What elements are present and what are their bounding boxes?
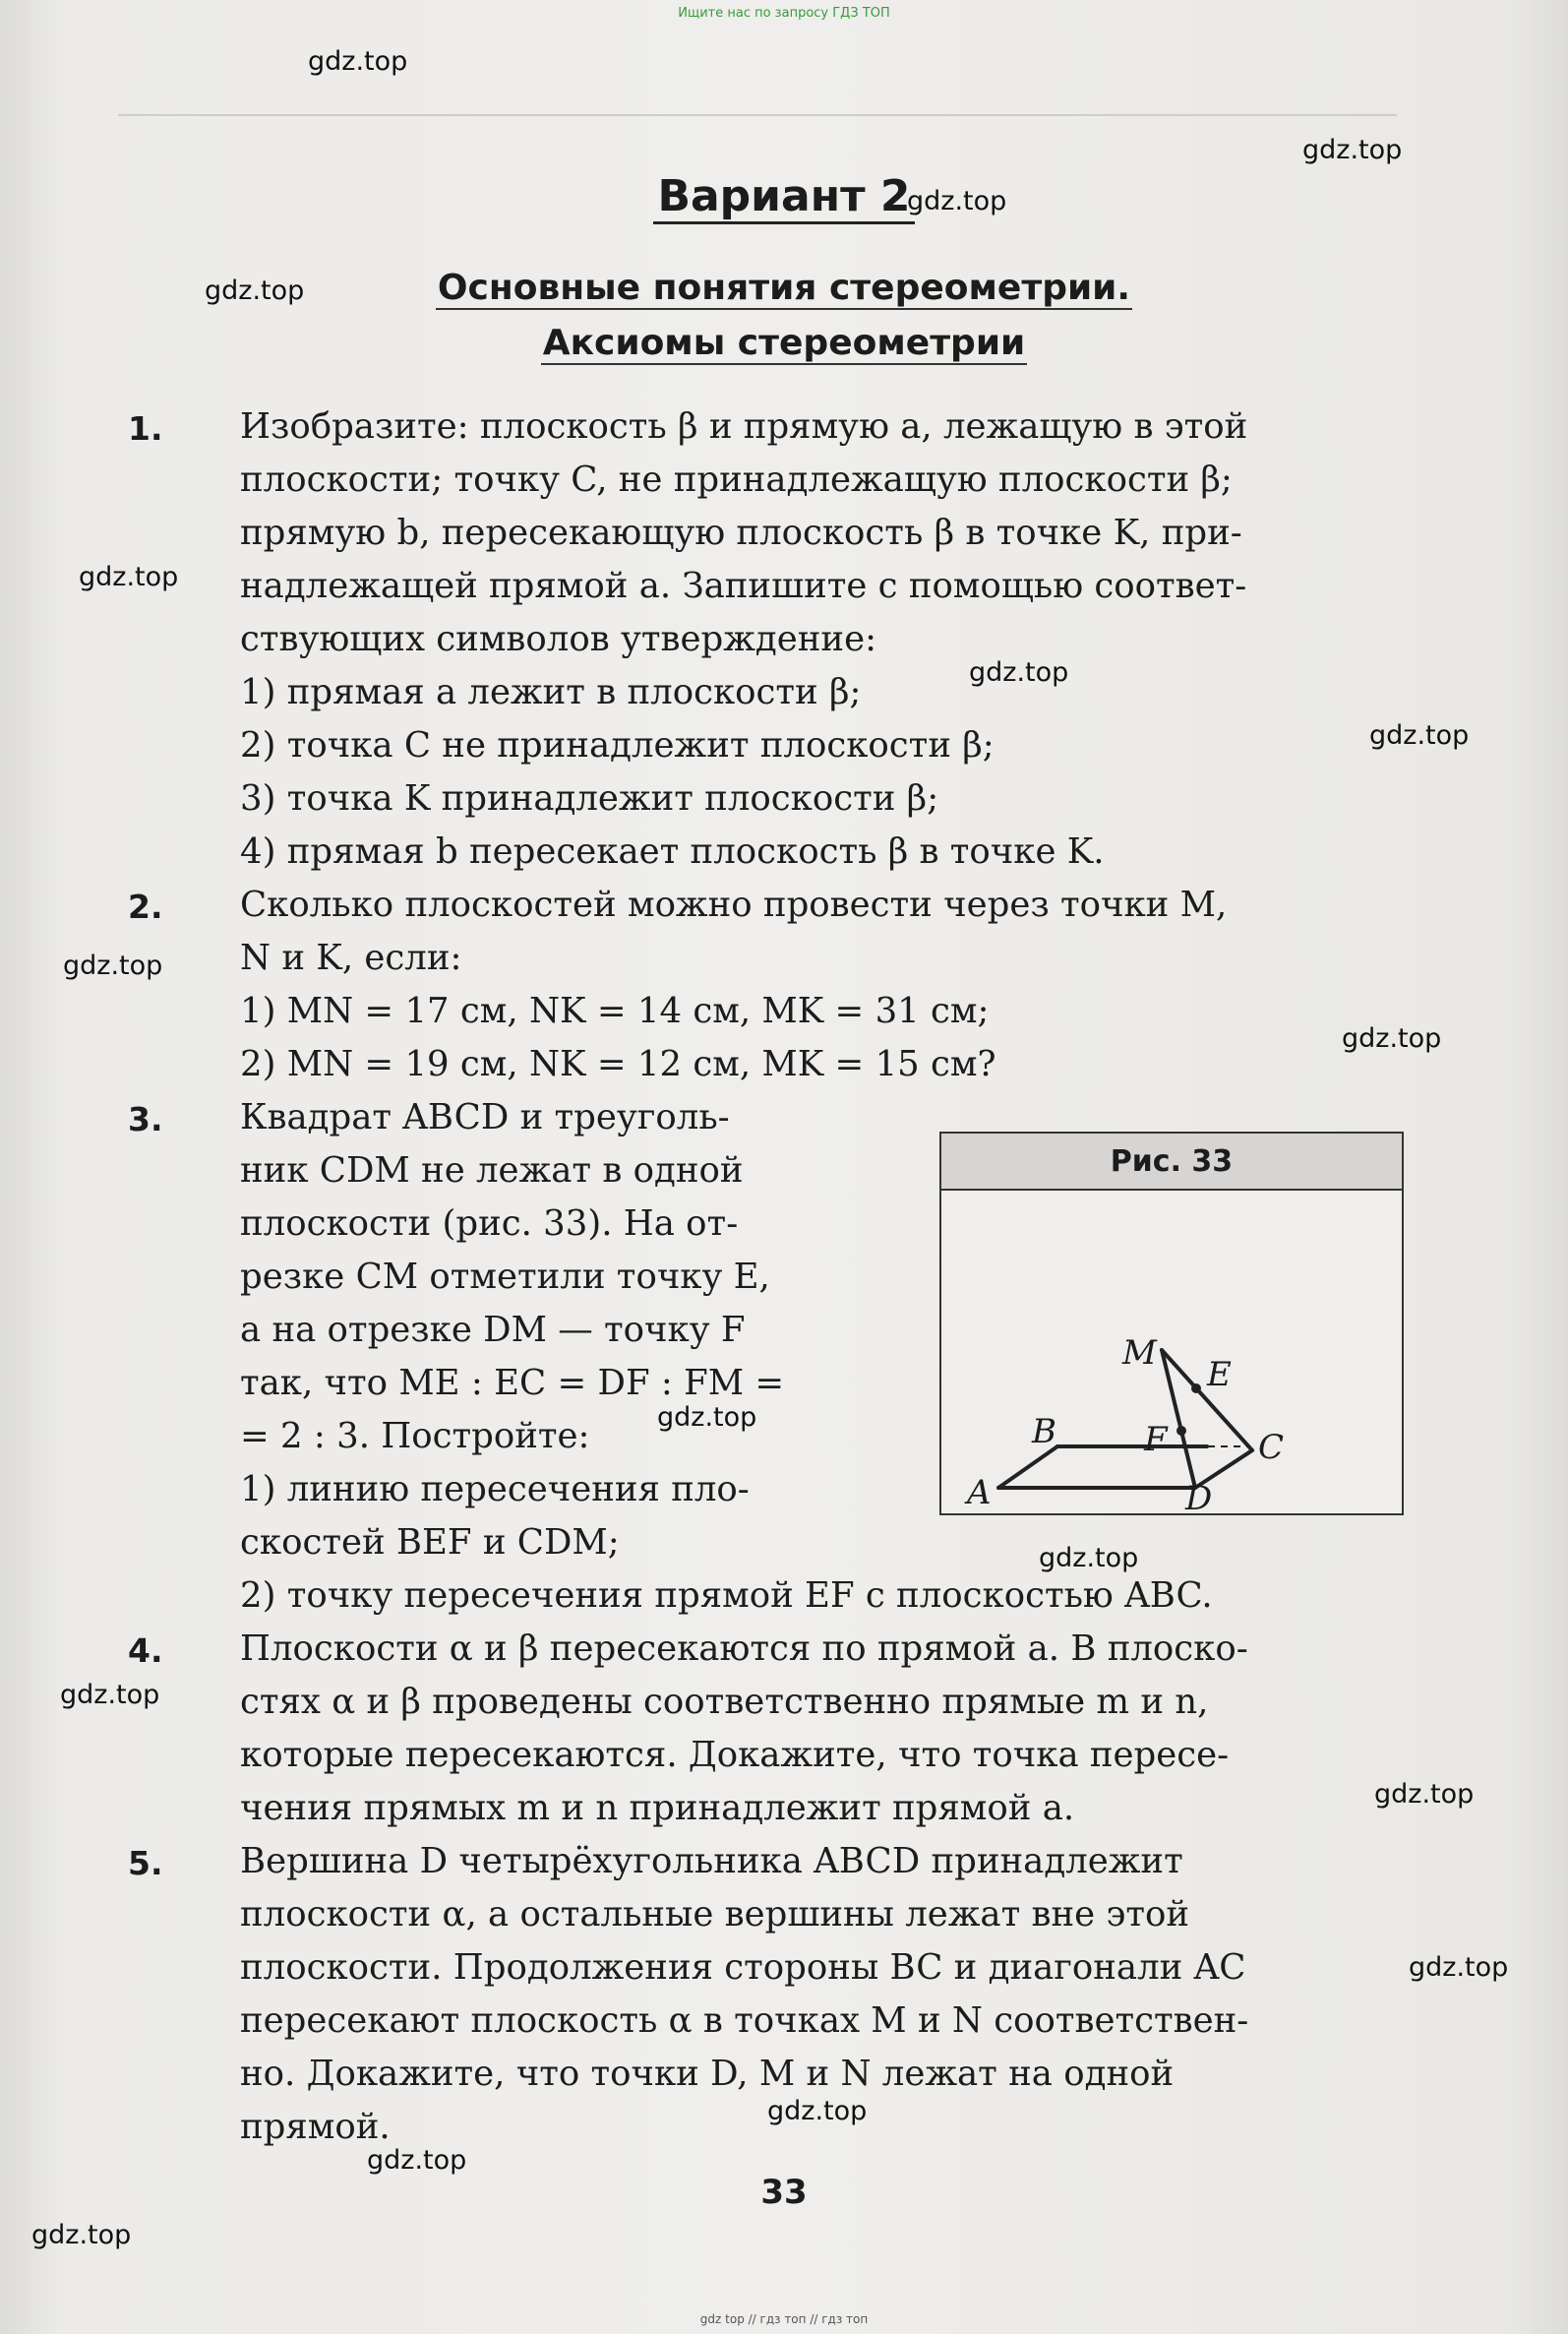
label-d: D	[1185, 1479, 1213, 1513]
label-f: F	[1144, 1420, 1168, 1459]
watermark: gdz.top	[1369, 720, 1470, 751]
watermark: gdz.top	[1374, 1779, 1475, 1810]
point-e	[1191, 1383, 1201, 1393]
task-line: прямой.	[240, 2107, 391, 2147]
watermark: gdz.top	[1342, 1023, 1442, 1054]
task-line: которые пересекаются. Докажите, что точка пересе-	[240, 1735, 1230, 1775]
task-line: 3) точка K принадлежит плоскости β;	[240, 778, 939, 819]
task-line: плоскости; точку C, не принадлежащую плоскости β;	[240, 460, 1233, 500]
task-line: скостей BEF и CDM;	[240, 1522, 620, 1563]
task-line: N и K, если:	[240, 938, 462, 978]
task-line: плоскости (рис. 33). На от-	[240, 1203, 739, 1244]
label-c: C	[1258, 1428, 1285, 1467]
figure-caption: Рис. 33	[941, 1134, 1402, 1191]
task-line: плоскости. Продолжения стороны BC и диагонали AC	[240, 1947, 1246, 1988]
task-line: Вершина D четырёхугольника ABCD принадлежит	[240, 1841, 1183, 1881]
watermark: gdz.top	[31, 2220, 132, 2250]
task-line: 4) прямая b пересекает плоскость β в точке K.	[240, 831, 1105, 872]
task-line: Квадрат ABCD и треуголь-	[240, 1097, 730, 1137]
watermark: gdz.top	[308, 46, 408, 77]
watermark: gdz.top	[60, 1680, 160, 1710]
task-line: стях α и β проведены соответственно прямые m и n,	[240, 1682, 1209, 1722]
task-line: плоскости α, а остальные вершины лежат вне этой	[240, 1894, 1190, 1935]
top-search-note: Ищите нас по запросу ГДЗ ТОП	[678, 6, 890, 21]
label-m: M	[1122, 1333, 1157, 1373]
task-line: 2) MN = 19 см, NK = 12 см, MK = 15 см?	[240, 1044, 996, 1084]
watermark: gdz.top	[63, 951, 163, 981]
task-line: 1) MN = 17 см, NK = 14 см, MK = 31 см;	[240, 991, 990, 1031]
task-line: но. Докажите, что точки D, M и N лежат на одной	[240, 2054, 1175, 2094]
task-line: Изобразите: плоскость β и прямую a, лежащую в этой	[240, 406, 1248, 447]
page-title: Вариант 2	[0, 171, 1568, 221]
task-line: а на отрезке DM — точку F	[240, 1310, 746, 1350]
task-line: ствующих символов утверждение:	[240, 619, 877, 659]
pyramid-diagram	[941, 1191, 1402, 1513]
watermark: gdz.top	[1409, 1952, 1509, 1983]
point-f	[1176, 1426, 1186, 1436]
section-subtitle: Основные понятия стереометрии.	[437, 268, 1131, 308]
task-number: 4.	[128, 1631, 163, 1670]
task-line: 1) прямая a лежит в плоскости β;	[240, 672, 862, 712]
watermark: gdz.top	[657, 1402, 757, 1433]
task-line: резке CM отметили точку E,	[240, 1257, 770, 1297]
section-subtitle: Аксиомы стереометрии	[542, 323, 1026, 363]
watermark: gdz.top	[767, 2096, 868, 2126]
watermark: gdz.top	[79, 562, 179, 592]
task-line: прямую b, пересекающую плоскость β в точке K, при-	[240, 513, 1242, 553]
task-line: надлежащей прямой a. Запишите с помощью соответ-	[240, 566, 1247, 606]
label-e: E	[1207, 1355, 1232, 1394]
task-number: 2.	[128, 888, 163, 926]
segment-ab	[998, 1446, 1057, 1488]
watermark: gdz.top	[1302, 135, 1403, 165]
figure-33	[939, 1132, 1404, 1515]
label-a: A	[967, 1473, 992, 1512]
bottom-note: gdz top // гдз топ // гдз топ	[699, 2312, 869, 2326]
divider-line	[118, 114, 1397, 116]
watermark: gdz.top	[907, 186, 1007, 216]
task-line: пересекают плоскость α в точках M и N соответствен-	[240, 2000, 1249, 2041]
task-line: ник CDM не лежат в одной	[240, 1150, 744, 1191]
task-line: = 2 : 3. Постройте:	[240, 1416, 590, 1456]
page-number: 33	[760, 2173, 808, 2212]
task-line: чения прямых m и n принадлежит прямой a.	[240, 1788, 1075, 1828]
task-line: 2) точку пересечения прямой EF с плоскостью ABC.	[240, 1575, 1213, 1616]
label-b: B	[1032, 1412, 1056, 1451]
watermark: gdz.top	[367, 2145, 467, 2176]
watermark: gdz.top	[205, 276, 305, 306]
task-line: так, что ME : EC = DF : FM =	[240, 1363, 785, 1403]
task-number: 3.	[128, 1100, 163, 1138]
watermark: gdz.top	[969, 657, 1069, 688]
task-number: 1.	[128, 409, 163, 448]
task-line: 2) точка C не принадлежит плоскости β;	[240, 725, 995, 766]
watermark: gdz.top	[1039, 1543, 1139, 1573]
task-line: 1) линию пересечения пло-	[240, 1469, 750, 1509]
task-number: 5.	[128, 1844, 163, 1882]
task-line: Плоскости α и β пересекаются по прямой a. В плоско-	[240, 1628, 1248, 1669]
task-line: Сколько плоскостей можно провести через точки M,	[240, 885, 1228, 925]
